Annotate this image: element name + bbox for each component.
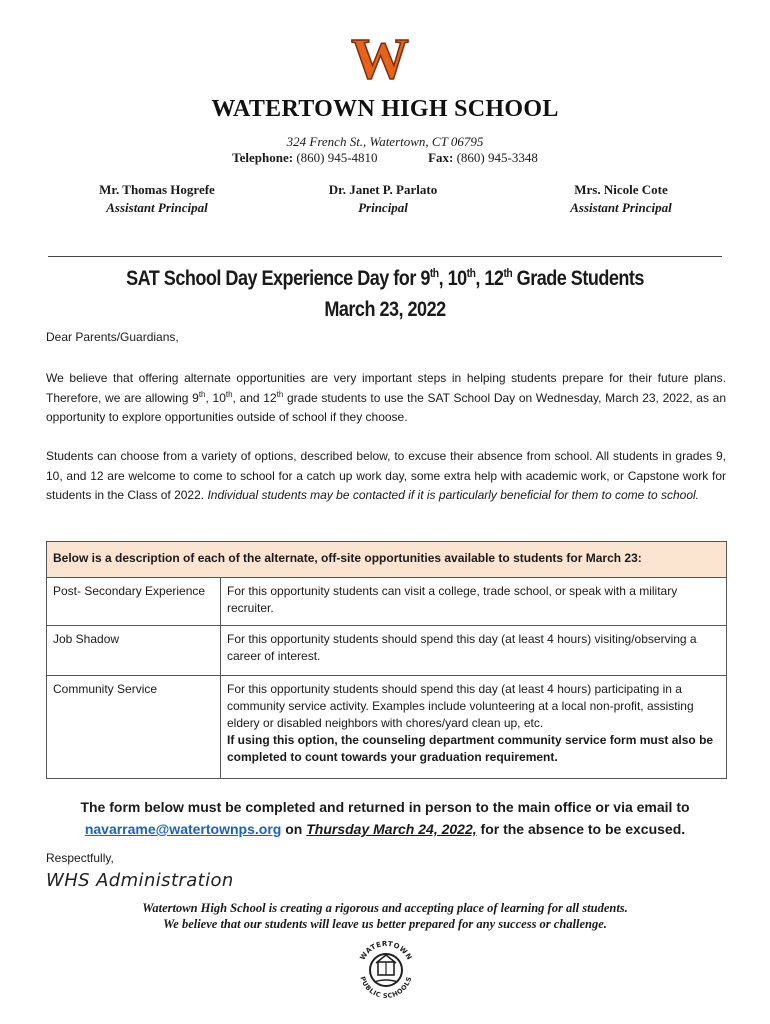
headline-date: March 23, 2022 bbox=[324, 298, 446, 321]
return-notice bbox=[0, 796, 770, 840]
paragraph-italic-text: Individual students may be contacted if it is particularly beneficial for them to come to school. bbox=[207, 488, 700, 502]
paragraph-text: , and 12 bbox=[232, 390, 277, 405]
staff-title: Assistant Principal bbox=[570, 200, 672, 215]
logo-letter: W bbox=[351, 32, 409, 84]
headline-text: Grade Students bbox=[512, 267, 644, 290]
svg-text:PUBLIC SCHOOLS bbox=[359, 976, 414, 1000]
staff-title: Assistant Principal bbox=[106, 200, 208, 215]
description-cell: For this opportunity students can visit a college, trade school, or speak with a military recruiter. bbox=[221, 578, 727, 626]
description-cell: For this opportunity students should spend this day (at least 4 hours) visiting/observing a career of interest. bbox=[221, 626, 727, 676]
description-text: For this opportunity students should spend this day (at least 4 hours) participating in a community service activity. Examples include volunteering at a local non-profit, assisting eldery or disabled neighbors with chores/yard clean up, etc. bbox=[227, 682, 694, 730]
svg-text:WATERTOWN bbox=[359, 940, 414, 962]
headline-text: , 10 bbox=[438, 267, 467, 290]
headline-text: SAT School Day Experience Day for 9 bbox=[126, 267, 430, 290]
notice-line-1: The form below must be completed and returned in person to the main office or via email to bbox=[80, 799, 690, 815]
salutation: Dear Parents/Guardians, bbox=[46, 330, 179, 344]
district-seal bbox=[350, 938, 422, 1000]
notice-date: Thursday March 24, 2022, bbox=[306, 821, 477, 837]
staff-name: Dr. Janet P. Parlato bbox=[328, 182, 438, 197]
school-logo bbox=[344, 32, 416, 84]
option-cell: Job Shadow bbox=[47, 626, 221, 676]
closing: Respectfully, bbox=[46, 851, 114, 865]
paragraph-text: Students can choose from a variety of options, described below, to excuse their absence from school. All students in grades 9, 10, and 12 are welcome to come to school for a catch up work day, some extra help with academic work, or Capstone work for students in the Class of 2022. bbox=[46, 449, 726, 502]
opportunities-table bbox=[46, 541, 727, 779]
telephone-label: Telephone: bbox=[232, 150, 294, 165]
paragraph-sup: th bbox=[225, 389, 233, 399]
description-cell bbox=[221, 676, 727, 779]
seal-text-top: WATERTOWN bbox=[358, 939, 414, 962]
paragraph-sup: th bbox=[198, 389, 206, 399]
fax-label: Fax: bbox=[428, 150, 454, 165]
school-address: 324 French St., Watertown, CT 06795 bbox=[286, 134, 484, 149]
headline-sup: th bbox=[429, 266, 439, 280]
telephone-number: (860) 945-4810 bbox=[296, 150, 378, 165]
paragraph-text: , 10 bbox=[205, 390, 226, 405]
contact-line bbox=[0, 150, 770, 166]
description-note: If using this option, the counseling department community service form must also be completed to count towards your graduation requirement. bbox=[227, 733, 714, 764]
signature: WHS Administration bbox=[46, 870, 234, 891]
notice-on: on bbox=[281, 821, 307, 837]
staff-name: Mr. Thomas Hogrefe bbox=[99, 182, 215, 197]
header-divider bbox=[48, 256, 722, 257]
staff-principal bbox=[288, 182, 478, 216]
staff-title: Principal bbox=[358, 200, 408, 215]
headline bbox=[54, 266, 716, 291]
fax-number: (860) 945-3348 bbox=[456, 150, 538, 165]
table-header-cell: Below is a description of each of the alternate, off-site opportunities available to students for March 23: bbox=[47, 542, 727, 578]
headline-sup: th bbox=[503, 266, 513, 280]
option-cell: Community Service bbox=[47, 676, 221, 779]
staff-assistant-principal-1 bbox=[62, 182, 252, 216]
seal-text-bottom: PUBLIC SCHOOLS bbox=[358, 975, 414, 1000]
table-header-row bbox=[47, 542, 727, 578]
table-row bbox=[47, 578, 727, 626]
option-cell: Post- Secondary Experience bbox=[47, 578, 221, 626]
staff-name: Mrs. Nicole Cote bbox=[574, 182, 668, 197]
table-row bbox=[47, 626, 727, 676]
email-link[interactable]: navarrame@watertownps.org bbox=[84, 821, 282, 837]
staff-assistant-principal-2 bbox=[526, 182, 716, 216]
motto-line-2: We believe that our students will leave us better prepared for any success or challenge. bbox=[163, 917, 607, 931]
paragraph-2 bbox=[46, 447, 726, 506]
paragraph-text: We believe that offering alternate opportunities are very important steps in helping students prepare for their future plans. Therefore, we are allowing 9 bbox=[46, 371, 726, 405]
notice-line-2 bbox=[0, 818, 770, 840]
notice-tail: for the absence to be excused. bbox=[476, 821, 686, 837]
school-name: WATERTOWN HIGH SCHOOL bbox=[211, 96, 559, 122]
table-row bbox=[47, 676, 727, 779]
paragraph-1 bbox=[46, 369, 726, 428]
paragraph-sup: th bbox=[276, 389, 284, 399]
headline-sup: th bbox=[466, 266, 476, 280]
paragraph-text: grade students to use the SAT School Day on Wednesday, March 23, 2022, as an opportunity to explore opportunities outside of school if they choose. bbox=[46, 390, 726, 424]
motto-line-1: Watertown High School is creating a rigorous and accepting place of learning for all students. bbox=[142, 901, 628, 915]
headline-text: , 12 bbox=[475, 267, 504, 290]
